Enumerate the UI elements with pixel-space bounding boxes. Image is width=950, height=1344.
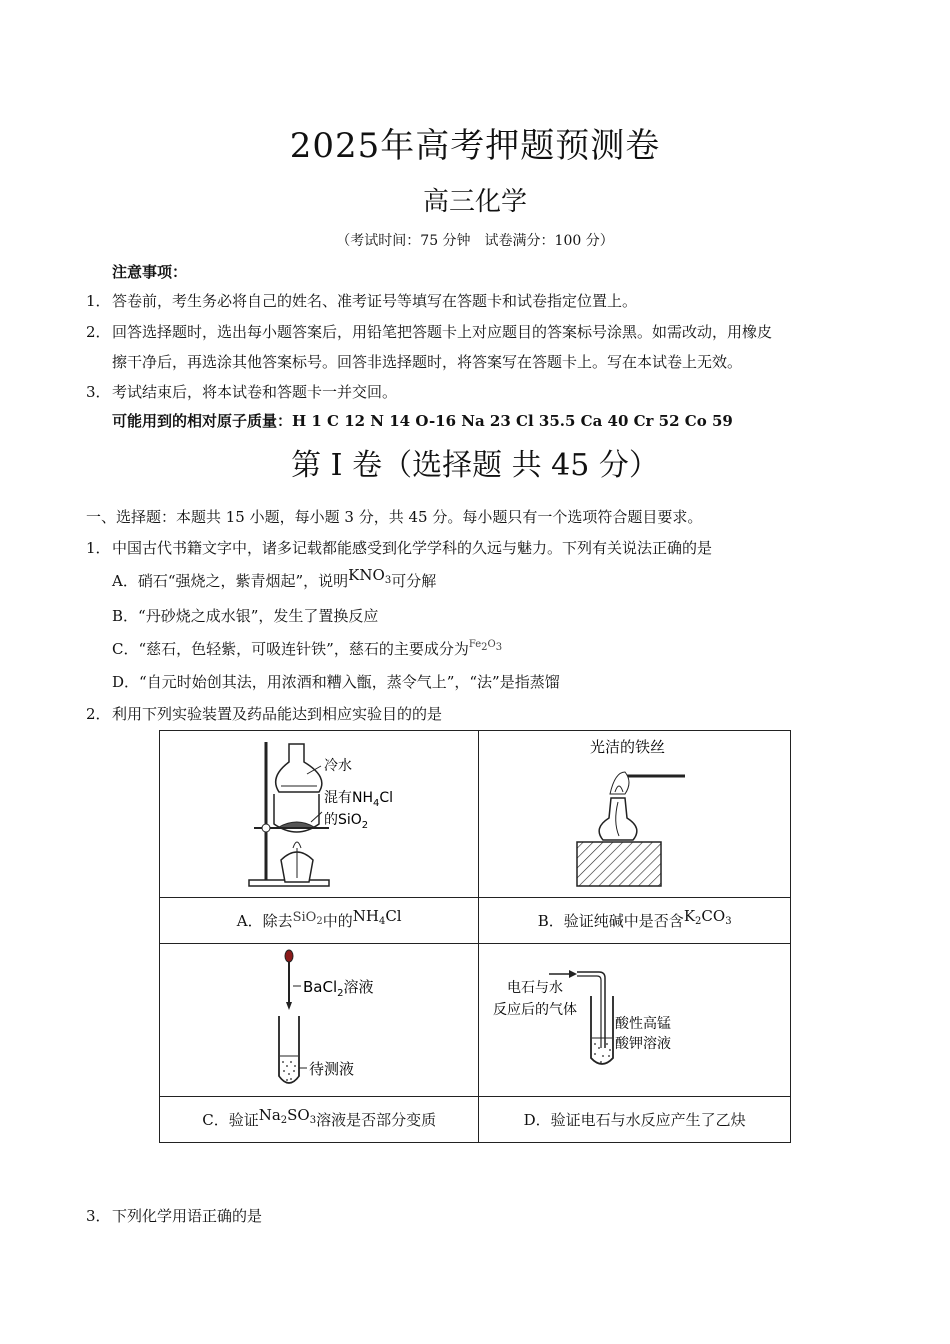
notice-item-num: 3． bbox=[86, 383, 111, 401]
q1-option-d: D．“自元时始创其法，用浓酒和糟入甑，蒸令气上”，“法”是指蒸馏 bbox=[112, 673, 560, 691]
question-number: 1． bbox=[86, 539, 111, 557]
fig-a-label-sio2 bbox=[324, 812, 368, 831]
formula-sub: 2 bbox=[695, 915, 702, 927]
fig-b-label-iron-wire: 光洁的铁丝 bbox=[589, 738, 665, 756]
formula-sub: 3 bbox=[309, 1114, 317, 1126]
formula-sub: 2 bbox=[316, 915, 323, 927]
label-sub: 4 bbox=[373, 798, 380, 809]
caption-text: C．验证 bbox=[202, 1110, 259, 1129]
formula: SiO bbox=[292, 909, 317, 925]
formula-sub: 2 bbox=[481, 642, 488, 653]
question-number: 3． bbox=[86, 1207, 111, 1225]
caption-d: D．验证电石与水反应产生了乙炔 bbox=[479, 1097, 791, 1143]
caption-text: A．除去 bbox=[236, 911, 293, 930]
formula: Fe bbox=[468, 639, 482, 650]
q1-option-c bbox=[112, 638, 502, 660]
fig-c-label-bacl2 bbox=[303, 978, 374, 999]
fig-a-label-mixture bbox=[324, 790, 393, 809]
gas-bubbling-figure bbox=[485, 944, 785, 1092]
flame-test-figure bbox=[485, 732, 785, 892]
formula: Cl bbox=[385, 906, 402, 925]
q1-option-b: B．“丹砂烧之成水银”，发生了置换反应 bbox=[112, 607, 379, 625]
formula: K bbox=[683, 906, 696, 925]
option-text: 可分解 bbox=[391, 572, 437, 590]
formula: CO bbox=[701, 906, 726, 925]
caption-text: 溶液是否部分变质 bbox=[316, 1110, 437, 1129]
label-sub: 2 bbox=[361, 820, 369, 831]
notice-item-text: 回答选择题时，选出每小题答案后，用铅笔把答题卡上对应题目的答案标号涂黑。如需改动，用橡皮 bbox=[112, 323, 773, 341]
label-part: BaCl bbox=[303, 978, 338, 996]
fig-d-label-1: 电石与水 bbox=[506, 980, 563, 996]
option-text: A．硝石“强烧之，紫青烟起”，说明 bbox=[112, 572, 349, 590]
formula-sub: 3 bbox=[384, 575, 392, 586]
formula: SO bbox=[287, 1105, 310, 1124]
exam-info: （考试时间：75 分钟 试卷满分：100 分） bbox=[336, 233, 614, 249]
notice-item-2 bbox=[86, 321, 772, 342]
question-3-stem bbox=[86, 1205, 262, 1226]
notice-item-text: 考试结束后，将本试卷和答题卡一并交回。 bbox=[112, 383, 398, 401]
atomic-masses: 可能用到的相对原子质量：H 1 C 12 N 14 O-16 Na 23 Cl 35.5 Ca 40 Cr 52 Co 59 bbox=[112, 412, 733, 430]
figure-d-cell bbox=[479, 944, 791, 1097]
notice-item-text: 答卷前，考生务必将自己的姓名、准考证号等填写在答题卡和试卷指定位置上。 bbox=[112, 292, 638, 310]
section-instruction: 一、选择题：本题共 15 小题，每小题 3 分，共 45 分。每小题只有一个选项符合题目要求。 bbox=[86, 508, 703, 526]
question-text: 下列化学用语正确的是 bbox=[112, 1207, 263, 1225]
caption-a bbox=[160, 898, 479, 944]
question-1-stem bbox=[86, 537, 712, 558]
label-part: 溶液 bbox=[343, 978, 374, 996]
formula: NH bbox=[352, 906, 379, 925]
formula: Na bbox=[258, 1105, 281, 1124]
caption-b bbox=[479, 898, 791, 944]
page-title: 2025年高考押题预测卷 bbox=[289, 126, 661, 166]
formula-sub: 2 bbox=[280, 1114, 288, 1126]
fig-d-label-3: 酸性高锰 bbox=[614, 1016, 671, 1032]
formula: O bbox=[487, 639, 496, 650]
fig-d-label-4: 酸钾溶液 bbox=[614, 1036, 671, 1052]
section-title: 第 I 卷（选择题 共 45 分） bbox=[291, 448, 659, 483]
test-tube-dropper-figure bbox=[169, 944, 469, 1092]
figure-b-cell bbox=[479, 731, 791, 898]
caption-text: 中的 bbox=[322, 911, 353, 930]
notice-item-2-cont: 擦干净后，再选涂其他答案标号。回答非选择题时，将答案写在答题卡上。写在本试卷上无效。 bbox=[112, 353, 743, 371]
caption-text: B．验证纯碱中是否含 bbox=[537, 911, 684, 930]
q1-option-a bbox=[112, 566, 437, 592]
notice-item-1 bbox=[86, 290, 637, 311]
label-part: 的SiO bbox=[324, 812, 362, 828]
figure-c-cell bbox=[160, 944, 479, 1097]
formula-sub: 4 bbox=[378, 915, 386, 927]
sublimation-apparatus-figure bbox=[169, 732, 469, 892]
fig-d-label-2: 反应后的气体 bbox=[492, 1002, 577, 1018]
figure-a-cell bbox=[160, 731, 479, 898]
label-part: 混有NH bbox=[324, 790, 374, 806]
formula-sub: 3 bbox=[725, 915, 732, 927]
question-number: 2． bbox=[86, 705, 111, 723]
label-part: Cl bbox=[379, 790, 394, 806]
formula-sub: 3 bbox=[495, 642, 503, 653]
fig-c-label-sample: 待测液 bbox=[309, 1060, 355, 1078]
notice-item-3 bbox=[86, 381, 397, 402]
option-text: C．“慈石，色轻紫，可吸连针铁”，慈石的主要成分为 bbox=[112, 640, 469, 658]
question-2-stem bbox=[86, 703, 442, 724]
formula: KNO bbox=[348, 566, 385, 584]
experiment-table bbox=[159, 730, 791, 1143]
notice-heading: 注意事项： bbox=[112, 263, 188, 281]
page-subtitle: 高三化学 bbox=[422, 187, 527, 217]
question-text: 中国古代书籍文字中，诸多记载都能感受到化学学科的久远与魅力。下列有关说法正确的是 bbox=[112, 539, 713, 557]
label-sub: 2 bbox=[337, 988, 344, 999]
caption-c bbox=[160, 1097, 479, 1143]
notice-item-num: 1． bbox=[86, 292, 111, 310]
fig-a-label-cold-water: 冷水 bbox=[324, 758, 353, 774]
question-text: 利用下列实验装置及药品能达到相应实验目的的是 bbox=[112, 705, 443, 723]
notice-item-num: 2． bbox=[86, 323, 111, 341]
